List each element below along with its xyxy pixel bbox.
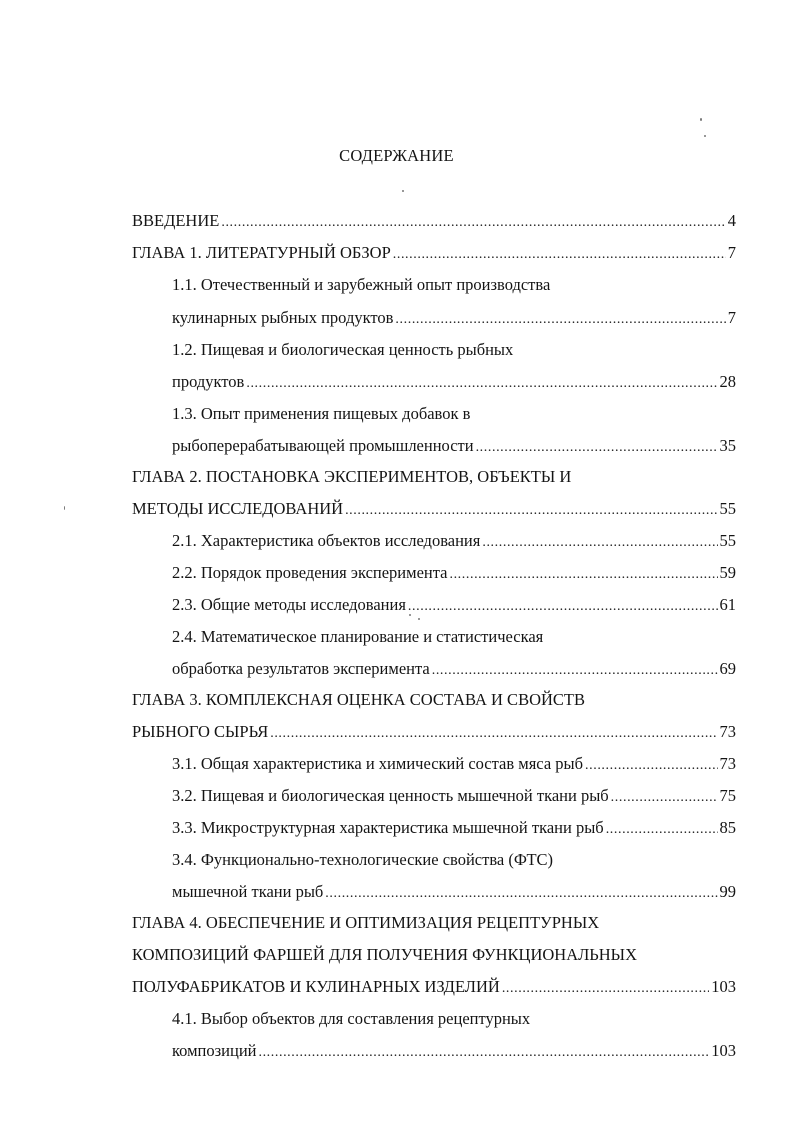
toc-entry-label: ГЛАВА 4. ОБЕСПЕЧЕНИЕ И ОПТИМИЗАЦИЯ РЕЦЕПТУРНЫХ [132,913,600,932]
toc-entry-1-3-line-2 [172,436,736,458]
dot-leader [482,533,717,553]
toc-page-number: 7 [727,308,736,327]
dot-leader [270,724,717,744]
toc-entry-label: 2.2. Порядок проведения эксперимента [172,563,448,582]
toc-entry-2-4-line-1 [172,627,736,647]
scan-speck [64,506,65,510]
toc-entry-label: рыбоперерабатывающей промышленности [172,436,474,455]
toc-page-number: 75 [719,786,736,805]
toc-entry-label: 2.4. Математическое планирование и статистическая [172,627,544,646]
toc-page-number: 69 [719,659,736,678]
toc-entry-1-1-line-1 [172,275,736,295]
toc-entry-4-1-line-1 [172,1009,736,1029]
page-title: СОДЕРЖАНИЕ [339,146,454,165]
toc-page-number: 99 [719,882,736,901]
toc-entry-chapter-4-line-3 [132,977,736,999]
toc-entry-label: 3.3. Микроструктурная характеристика мышечной ткани рыб [172,818,604,837]
toc-entry-label: РЫБНОГО СЫРЬЯ [132,722,269,741]
toc-entry-1-2-line-2 [172,372,736,394]
toc-entry-4-1-line-2 [172,1041,736,1063]
toc-entry-label: 2.1. Характеристика объектов исследования [172,531,481,550]
toc-entry-label: ГЛАВА 3. КОМПЛЕКСНАЯ ОЦЕНКА СОСТАВА И СВОЙСТВ [132,690,585,709]
scan-speck [700,118,702,121]
toc-entry-label: ГЛАВА 2. ПОСТАНОВКА ЭКСПЕРИМЕНТОВ, ОБЪЕКТЫ И [132,467,572,486]
scan-speck [402,190,404,192]
dot-leader [476,438,718,458]
toc-entry-chapter-1 [132,243,736,265]
toc-page-number: 73 [719,722,736,741]
toc-entry-chapter-3-line-2 [132,722,736,744]
toc-entry-2-1 [172,531,736,553]
dot-leader [408,597,718,617]
toc-entry-3-3 [172,818,736,840]
toc-entry-label: кулинарных рыбных продуктов [172,308,394,327]
toc-entry-introduction [132,211,736,233]
dot-leader [585,756,717,776]
toc-page-number: 103 [711,977,736,996]
toc-entry-label: композиций [172,1041,257,1060]
toc-entry-1-3-line-1 [172,404,736,424]
toc-entry-label: 3.4. Функционально-технологические свойства (ФТС) [172,850,554,869]
toc-page-number: 55 [719,499,736,518]
dot-leader [502,979,709,999]
dot-leader [325,884,717,904]
toc-page-number: 73 [719,754,736,773]
toc-entry-label: ВВЕДЕНИЕ [132,211,220,230]
dot-leader [345,501,717,521]
toc-entry-3-4-line-2 [172,882,736,904]
dot-leader [449,565,717,585]
dot-leader [432,661,718,681]
dot-leader [395,310,725,330]
toc-entry-label: 2.3. Общие методы исследования [172,595,406,614]
toc-entry-label: 4.1. Выбор объектов для составления рецептурных [172,1009,531,1028]
toc-page-number: 61 [719,595,736,614]
dot-leader [246,374,717,394]
toc-page-number: 59 [719,563,736,582]
toc-entry-chapter-2-line-2 [132,499,736,521]
toc-entry-chapter-2-line-1 [132,467,736,487]
toc-entry-label: обработка результатов эксперимента [172,659,430,678]
toc-entry-label: 1.2. Пищевая и биологическая ценность рыбных [172,340,514,359]
scan-speck [409,614,411,616]
toc-entry-chapter-4-line-2 [132,945,736,965]
dot-leader [221,213,725,233]
toc-page-number: 55 [719,531,736,550]
toc-page-number: 85 [719,818,736,837]
toc-page-number: 4 [727,211,736,230]
toc-entry-label: 1.3. Опыт применения пищевых добавок в [172,404,471,423]
dot-leader [611,788,718,808]
toc-entry-label: мышечной ткани рыб [172,882,324,901]
toc-entry-label: ПОЛУФАБРИКАТОВ И КУЛИНАРНЫХ ИЗДЕЛИЙ [132,977,500,996]
toc-entry-3-2 [172,786,736,808]
toc-entry-label: КОМПОЗИЦИЙ ФАРШЕЙ ДЛЯ ПОЛУЧЕНИЯ ФУНКЦИОНАЛЬНЫХ [132,945,637,964]
scan-speck [418,618,420,620]
toc-entry-chapter-3-line-1 [132,690,736,710]
toc-entry-label: МЕТОДЫ ИССЛЕДОВАНИЙ [132,499,344,518]
toc-page-number: 103 [711,1041,736,1060]
toc-entry-2-4-line-2 [172,659,736,681]
toc-page-number: 35 [719,436,736,455]
toc-entry-2-3 [172,595,736,617]
toc-entry-chapter-4-line-1 [132,913,736,933]
dot-leader [606,820,718,840]
dot-leader [393,245,726,265]
toc-entry-3-1 [172,754,736,776]
toc-entry-label: 1.1. Отечественный и зарубежный опыт производства [172,275,551,294]
dot-leader [258,1043,709,1063]
toc-page-number: 7 [727,243,736,262]
toc-entry-label: продуктов [172,372,245,391]
toc-entry-label: 3.2. Пищевая и биологическая ценность мышечной ткани рыб [172,786,609,805]
toc-entry-2-2 [172,563,736,585]
toc-page-number: 28 [719,372,736,391]
toc-entry-label: 3.1. Общая характеристика и химический состав мяса рыб [172,754,584,773]
toc-entry-label: ГЛАВА 1. ЛИТЕРАТУРНЫЙ ОБЗОР [132,243,391,262]
toc-entry-1-1-line-2 [172,308,736,330]
toc-entry-3-4-line-1 [172,850,736,870]
scan-speck [704,135,706,137]
toc-entry-1-2-line-1 [172,340,736,360]
